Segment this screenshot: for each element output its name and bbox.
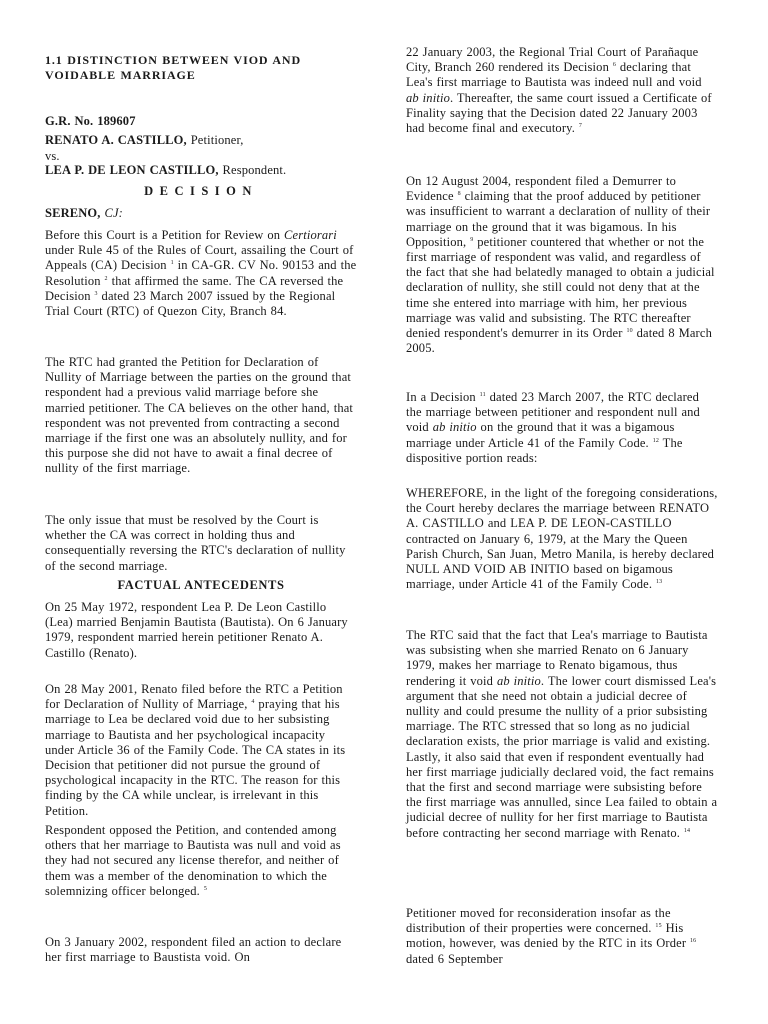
respondent-name: LEA P. DE LEON CASTILLO, bbox=[45, 163, 219, 177]
footnote-marker: 15 bbox=[655, 923, 662, 930]
paragraph-issue: The only issue that must be resolved by the Court is whether the CA was correct in holding thus and consequentially reversing the RTC's declaration of nullity of the second marriage. bbox=[45, 513, 346, 573]
respondent-role: Respondent. bbox=[222, 163, 287, 177]
footnote-marker: 8 bbox=[457, 191, 461, 198]
petitioner-line bbox=[45, 133, 357, 148]
footnote-marker: 4 bbox=[251, 699, 255, 706]
footnote-marker: 16 bbox=[690, 938, 697, 945]
footnote-marker: 5 bbox=[203, 885, 207, 892]
footnote-marker: 2 bbox=[104, 275, 108, 282]
paragraph-rtc-decision: In a Decision $^{11}$ dated 23 March 2007, the RTC declared the marriage between petitioner and respondent null and void ab initio on the ground that it was a bigamous marriage under Article 41 of the Family Code. $^{12}$ The dispositive portion reads: bbox=[406, 390, 700, 465]
paragraph-demurrer: On 12 August 2004, respondent filed a Demurrer to Evidence $^8$ claiming that the proof adduced by petitioner was insufficient to warrant a declaration of nullity of their marriage on the ground that it was bigamous. In his Opposition, $^9$ petitioner countered that whether or not the first marriage of respondent was valid, and regardless of the fact that she had belatedly managed to obtain a judicial declaration of nullity, she still could not deny that at the time she entered into marriage with him, her previous marriage was valid and subsisting. The RTC thereafter denied respondent's demurrer in its Order $^{10}$ dated 8 March 2005. bbox=[406, 174, 715, 356]
footnote-marker: 13 bbox=[655, 579, 663, 586]
footnote-marker: 9 bbox=[470, 236, 474, 243]
italic-text: ab initio bbox=[432, 420, 477, 435]
paragraph-petition-filing: On 28 May 2001, Renato filed before the RTC a Petition for Declaration of Nullity of Marriage, $^4$ praying that his marriage to Lea be declared void due to her subsisting marriage to Bautista and her psychological incapacity under Article 36 of the Family Code. The CA states in its Decision that petitioner did not pursue the ground of psychological incapacity in the RTC. The reason for this finding by the CA while unclear, is irrelevant in this Petition. bbox=[45, 682, 346, 818]
footnote-marker: 7 bbox=[578, 123, 583, 130]
paragraph-dispositive: WHEREFORE, in the light of the foregoing considerations, the Court hereby declares the marriage between RENATO A. CASTILLO and LEA P. DE LEON-CASTILLO contracted on January 6, 1979, at the Mary the Queen Parish Church, San Juan, Metro Manila, is hereby declared NULL AND VOID AB INITIO based on bigamous marriage, under Article 41 of the Family Code. $^{13}$ bbox=[406, 486, 718, 592]
case-number: G.R. No. 189607 bbox=[45, 114, 136, 128]
footnote-marker: 11 bbox=[479, 392, 486, 398]
section-title: 1.1 DISTINCTION BETWEEN VIOD AND VOIDABLE MARRIAGE bbox=[45, 53, 302, 83]
petitioner-name: RENATO A. CASTILLO, bbox=[45, 133, 187, 147]
ponente-title: CJ: bbox=[104, 206, 123, 220]
footnote-marker: 6 bbox=[612, 62, 617, 69]
versus-label: vs. bbox=[45, 149, 60, 163]
italic-text: Certiorari bbox=[284, 228, 337, 242]
paragraph-first-marriage: On 25 May 1972, respondent Lea P. De Leon Castillo (Lea) married Benjamin Bautista (Bautista). On 6 January 1979, respondent married herein petitioner Renato A. Castillo (Renato). bbox=[45, 600, 348, 660]
decision-heading: DECISION bbox=[144, 184, 258, 198]
footnote-marker: 14 bbox=[683, 827, 691, 834]
respondent-line bbox=[45, 163, 357, 178]
paragraph-reconsideration: Petitioner moved for reconsideration insofar as the distribution of their properties were concerned. $^{15}$ His motion, however, was denied by the RTC in its Order $^{16}$ dated 6 September bbox=[406, 906, 697, 966]
paragraph-first-marriage-action: On 3 January 2002, respondent filed an action to declare her first marriage to Baustista void. On bbox=[45, 935, 342, 965]
paragraph-introduction: Before this Court is a Petition for Review on Certiorari under Rule 45 of the Rules of Court, assailing the Court of Appeals (CA) Decision $^1$ in CA-GR. CV No. 90153 and the Resolution $^2$ that affirmed the same. The CA reversed the Decision $^3$ dated 23 March 2007 issued by the Regional Trial Court (RTC) of Quezon City, Branch 84. bbox=[45, 228, 357, 319]
factual-antecedents-heading: FACTUAL ANTECEDENTS bbox=[117, 578, 285, 592]
footnote-marker: 10 bbox=[626, 328, 633, 335]
paragraph-rtc-ruling: The RTC had granted the Petition for Declaration of Nullity of Marriage between the parties on the ground that respondent had a previous valid marriage before she married petitioner. The CA believes on the other hand, that respondent was not prevented from contracting a second marriage if the first one was an absolutely nullity, and for this purpose she did not have to await a final decree of nullity of the first marriage. bbox=[45, 355, 354, 476]
italic-text: ab initio bbox=[496, 673, 541, 688]
petitioner-role: Petitioner, bbox=[190, 133, 244, 147]
footnote-marker: 3 bbox=[94, 290, 98, 297]
footnote-marker: 12 bbox=[652, 437, 660, 444]
paragraph-paranaque-decision: 22 January 2003, the Regional Trial Court of Parañaque City, Branch 260 rendered its Decision $^6$ declaring that Lea's first marriage to Bautista was indeed null and void ab initio. Thereafter, the same court issued a Certificate of Finality saying that the Decision dated 22 January 2003 had become final and executory. $^7$ bbox=[406, 45, 712, 136]
ponente-line bbox=[45, 206, 357, 221]
paragraph-opposition: Respondent opposed the Petition, and contended among others that her marriage to Bautista was null and void as they had not secured any license therefor, and neither of them was a member of the denomination to which the solemnizing officer belonged. $^5$ bbox=[45, 823, 341, 898]
italic-text: ab initio bbox=[406, 90, 450, 105]
footnote-marker: 1 bbox=[170, 260, 174, 267]
ponente-name: SERENO, bbox=[45, 206, 101, 220]
paragraph-rtc-reasoning: The RTC said that the fact that Lea's marriage to Bautista was subsisting when she married Renato on 6 January 1979, makes her marriage to Renato bigamous, thus rendering it void ab initio. The lower court dismissed Lea's argument that she need not obtain a judicial decree of nullity and could presume the nullity of a prior subsisting marriage. The RTC stressed that so long as no judicial declaration exists, the prior marriage is valid and existing. Lastly, it also said that even if respondent eventually had her first marriage judicially declared void, the fact remains that the first and second marriage were subsisting before the first marriage was annulled, since Lea failed to obtain a judicial decree of nullity for her first marriage to Bautista before contracting her second marriage with Renato. $^{14}$ bbox=[406, 628, 718, 840]
